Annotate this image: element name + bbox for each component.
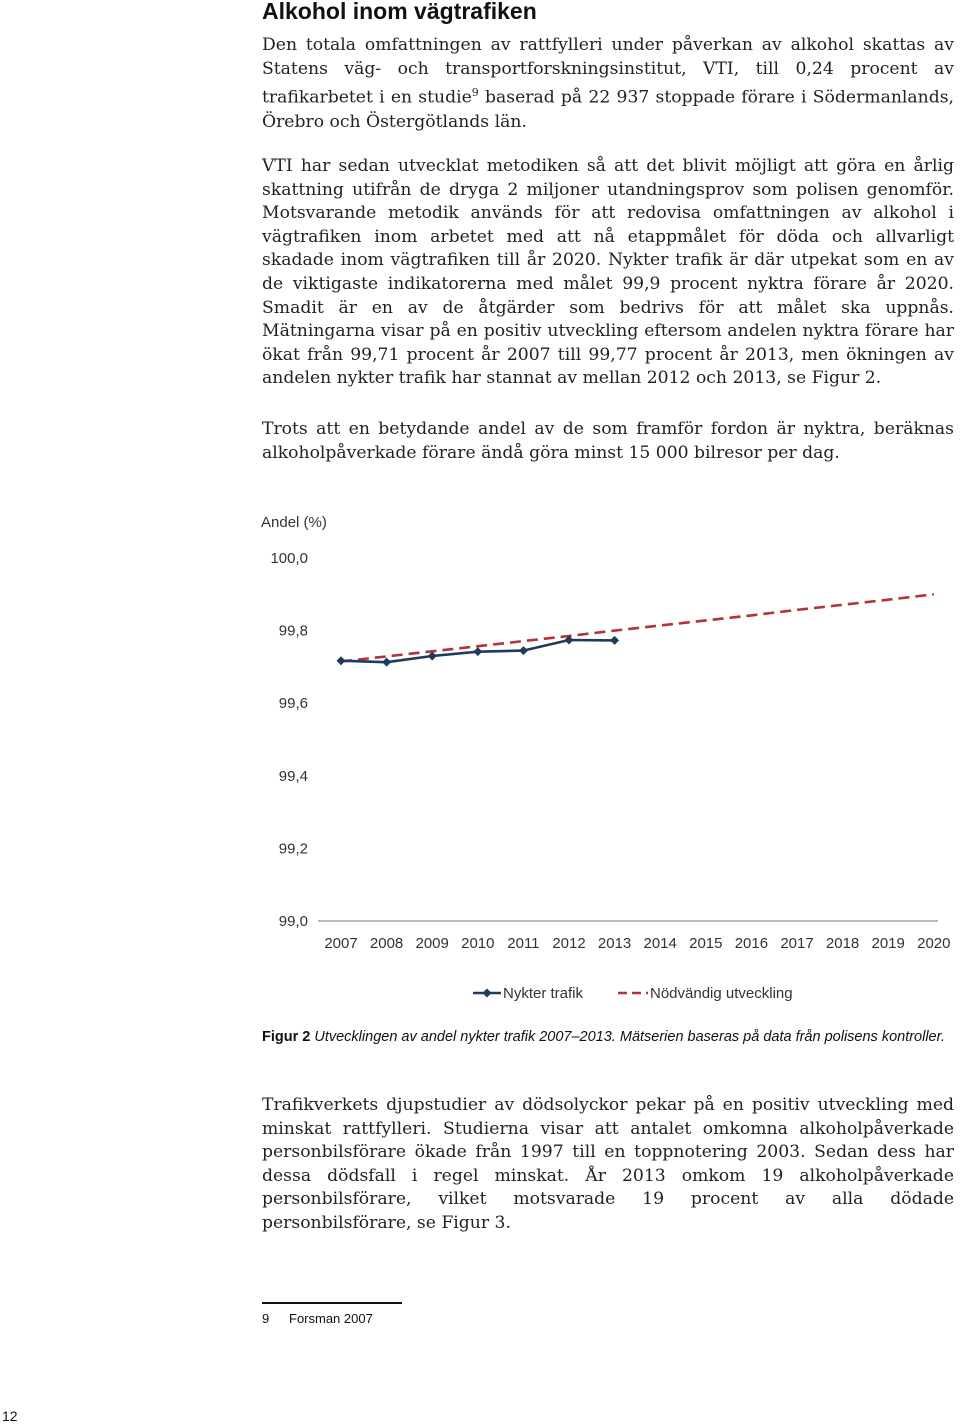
x-tick-label: 2018 xyxy=(825,935,860,952)
paragraph-intro-text-1: Den totala omfattningen av rattfylleri under påverkan av alkohol skattas av Statens väg- och transportforskningsinstitut, VTI, till 0,24 procent av trafikarbetet i en studie xyxy=(262,35,954,108)
x-tick-label: 2012 xyxy=(552,935,586,952)
x-tick-label: 2015 xyxy=(689,935,723,952)
figure-caption-label: Figur 2 xyxy=(262,1029,311,1045)
y-tick-label: 100,0 xyxy=(270,550,308,567)
x-tick-label: 2009 xyxy=(415,935,449,952)
legend-label-nykter-trafik: Nykter trafik xyxy=(503,985,584,1002)
data-point-marker xyxy=(337,656,346,665)
data-point-marker xyxy=(382,658,391,667)
footnote-text: Forsman 2007 xyxy=(289,1311,373,1326)
y-tick-label: 99,0 xyxy=(278,913,308,930)
data-point-marker xyxy=(610,636,619,645)
plot-area xyxy=(337,594,934,666)
data-point-marker xyxy=(519,646,528,655)
x-tick-label: 2008 xyxy=(369,935,404,952)
y-tick-label: 99,2 xyxy=(278,840,308,858)
data-point-marker xyxy=(473,647,482,656)
x-tick-label: 2011 xyxy=(507,935,540,952)
x-tick-label: 2016 xyxy=(734,935,769,952)
paragraph-intro-text-2: baserad på 22 937 stoppade förare i Södermanlands, Örebro och Östergötlands län. xyxy=(262,87,955,132)
page-number: 12 xyxy=(2,1408,18,1424)
footnote xyxy=(262,1311,373,1326)
footnote-reference[interactable]: 9 xyxy=(471,86,479,100)
x-tick-label: 2017 xyxy=(780,935,814,952)
footnote-number: 9 xyxy=(262,1311,270,1326)
x-tick-label: 2020 xyxy=(917,935,951,952)
paragraph-vti-method: VTI har sedan utvecklat metodiken så att det blivit möjligt att göra en årlig skattning utifrån de dryga 2 miljoner utandningsprov som polisen genomför. Motsvarande metodik används för att redovisa omfattningen av alkohol i vägtrafiken inom arbetet med att nå etappmålet för döda och allvarligt skadade inom vägtrafiken till år 2020. Nykter trafik är där utpekat som en av de viktigaste indikatorerna med målet 99,9 procent nyktra förare år 2020. Smadit är en av de åtgärder som bedrivs för att målet ska uppnås. Mätningarna visar på en positiv utveckling eftersom andelen nyktra förare har ökat från 99,71 procent år 2007 till 99,77 procent år 2013, men ökningen av andelen nykter trafik har stannat av mellan 2012 och 2013, se Figur 2. xyxy=(262,156,954,389)
section-heading: Alkohol inom vägtrafiken xyxy=(262,0,537,24)
x-tick-label: 2019 xyxy=(871,935,905,952)
footnote-divider xyxy=(262,1302,402,1304)
y-tick-label: 99,8 xyxy=(278,622,308,640)
x-tick-label: 2013 xyxy=(597,935,632,952)
paragraph-drunk-trips: Trots att en betydande andel av de som framför fordon är nyktra, beräknas alkoholpåverkade förare ändå göra minst 15 000 bilresor per dag. xyxy=(262,419,954,463)
x-tick-label: 2007 xyxy=(324,935,358,952)
y-axis-label: Andel (%) xyxy=(261,514,327,531)
y-axis xyxy=(270,550,308,930)
x-tick-label: 2014 xyxy=(643,935,677,952)
figure-caption xyxy=(262,1028,952,1046)
chart-legend xyxy=(473,985,793,1002)
paragraph-intro xyxy=(262,34,954,134)
y-tick-label: 99,6 xyxy=(278,695,308,713)
series-line-nodvandig-utveckling xyxy=(341,594,934,661)
x-tick-label: 2010 xyxy=(461,935,495,952)
legend-marker-nykter-trafik xyxy=(483,989,492,998)
paragraph-deep-studies: Trafikverkets djupstudier av dödsolyckor pekar på en positiv utveckling med minskat rattfylleri. Studierna visar att antalet omkomna alkoholpåverkade personbilsförare ökade från 1997 till en toppnotering 2003. Sedan dess har dessa dödsfall i regel minskat. År 2013 omkom 19 alkoholpåverkade personbilsförare, vilket motsvarade 19 procent av alla dödade personbilsförare, se Figur 3. xyxy=(262,1095,954,1233)
legend-label-nodvandig-utveckling: Nödvändig utveckling xyxy=(650,985,793,1002)
figure-caption-text: Utvecklingen av andel nykter trafik 2007–2013. Mätserien baseras på data från polisens kontroller. xyxy=(310,1029,945,1045)
sober-traffic-chart xyxy=(0,500,960,1020)
x-axis xyxy=(324,935,950,952)
y-tick-label: 99,4 xyxy=(278,767,308,785)
